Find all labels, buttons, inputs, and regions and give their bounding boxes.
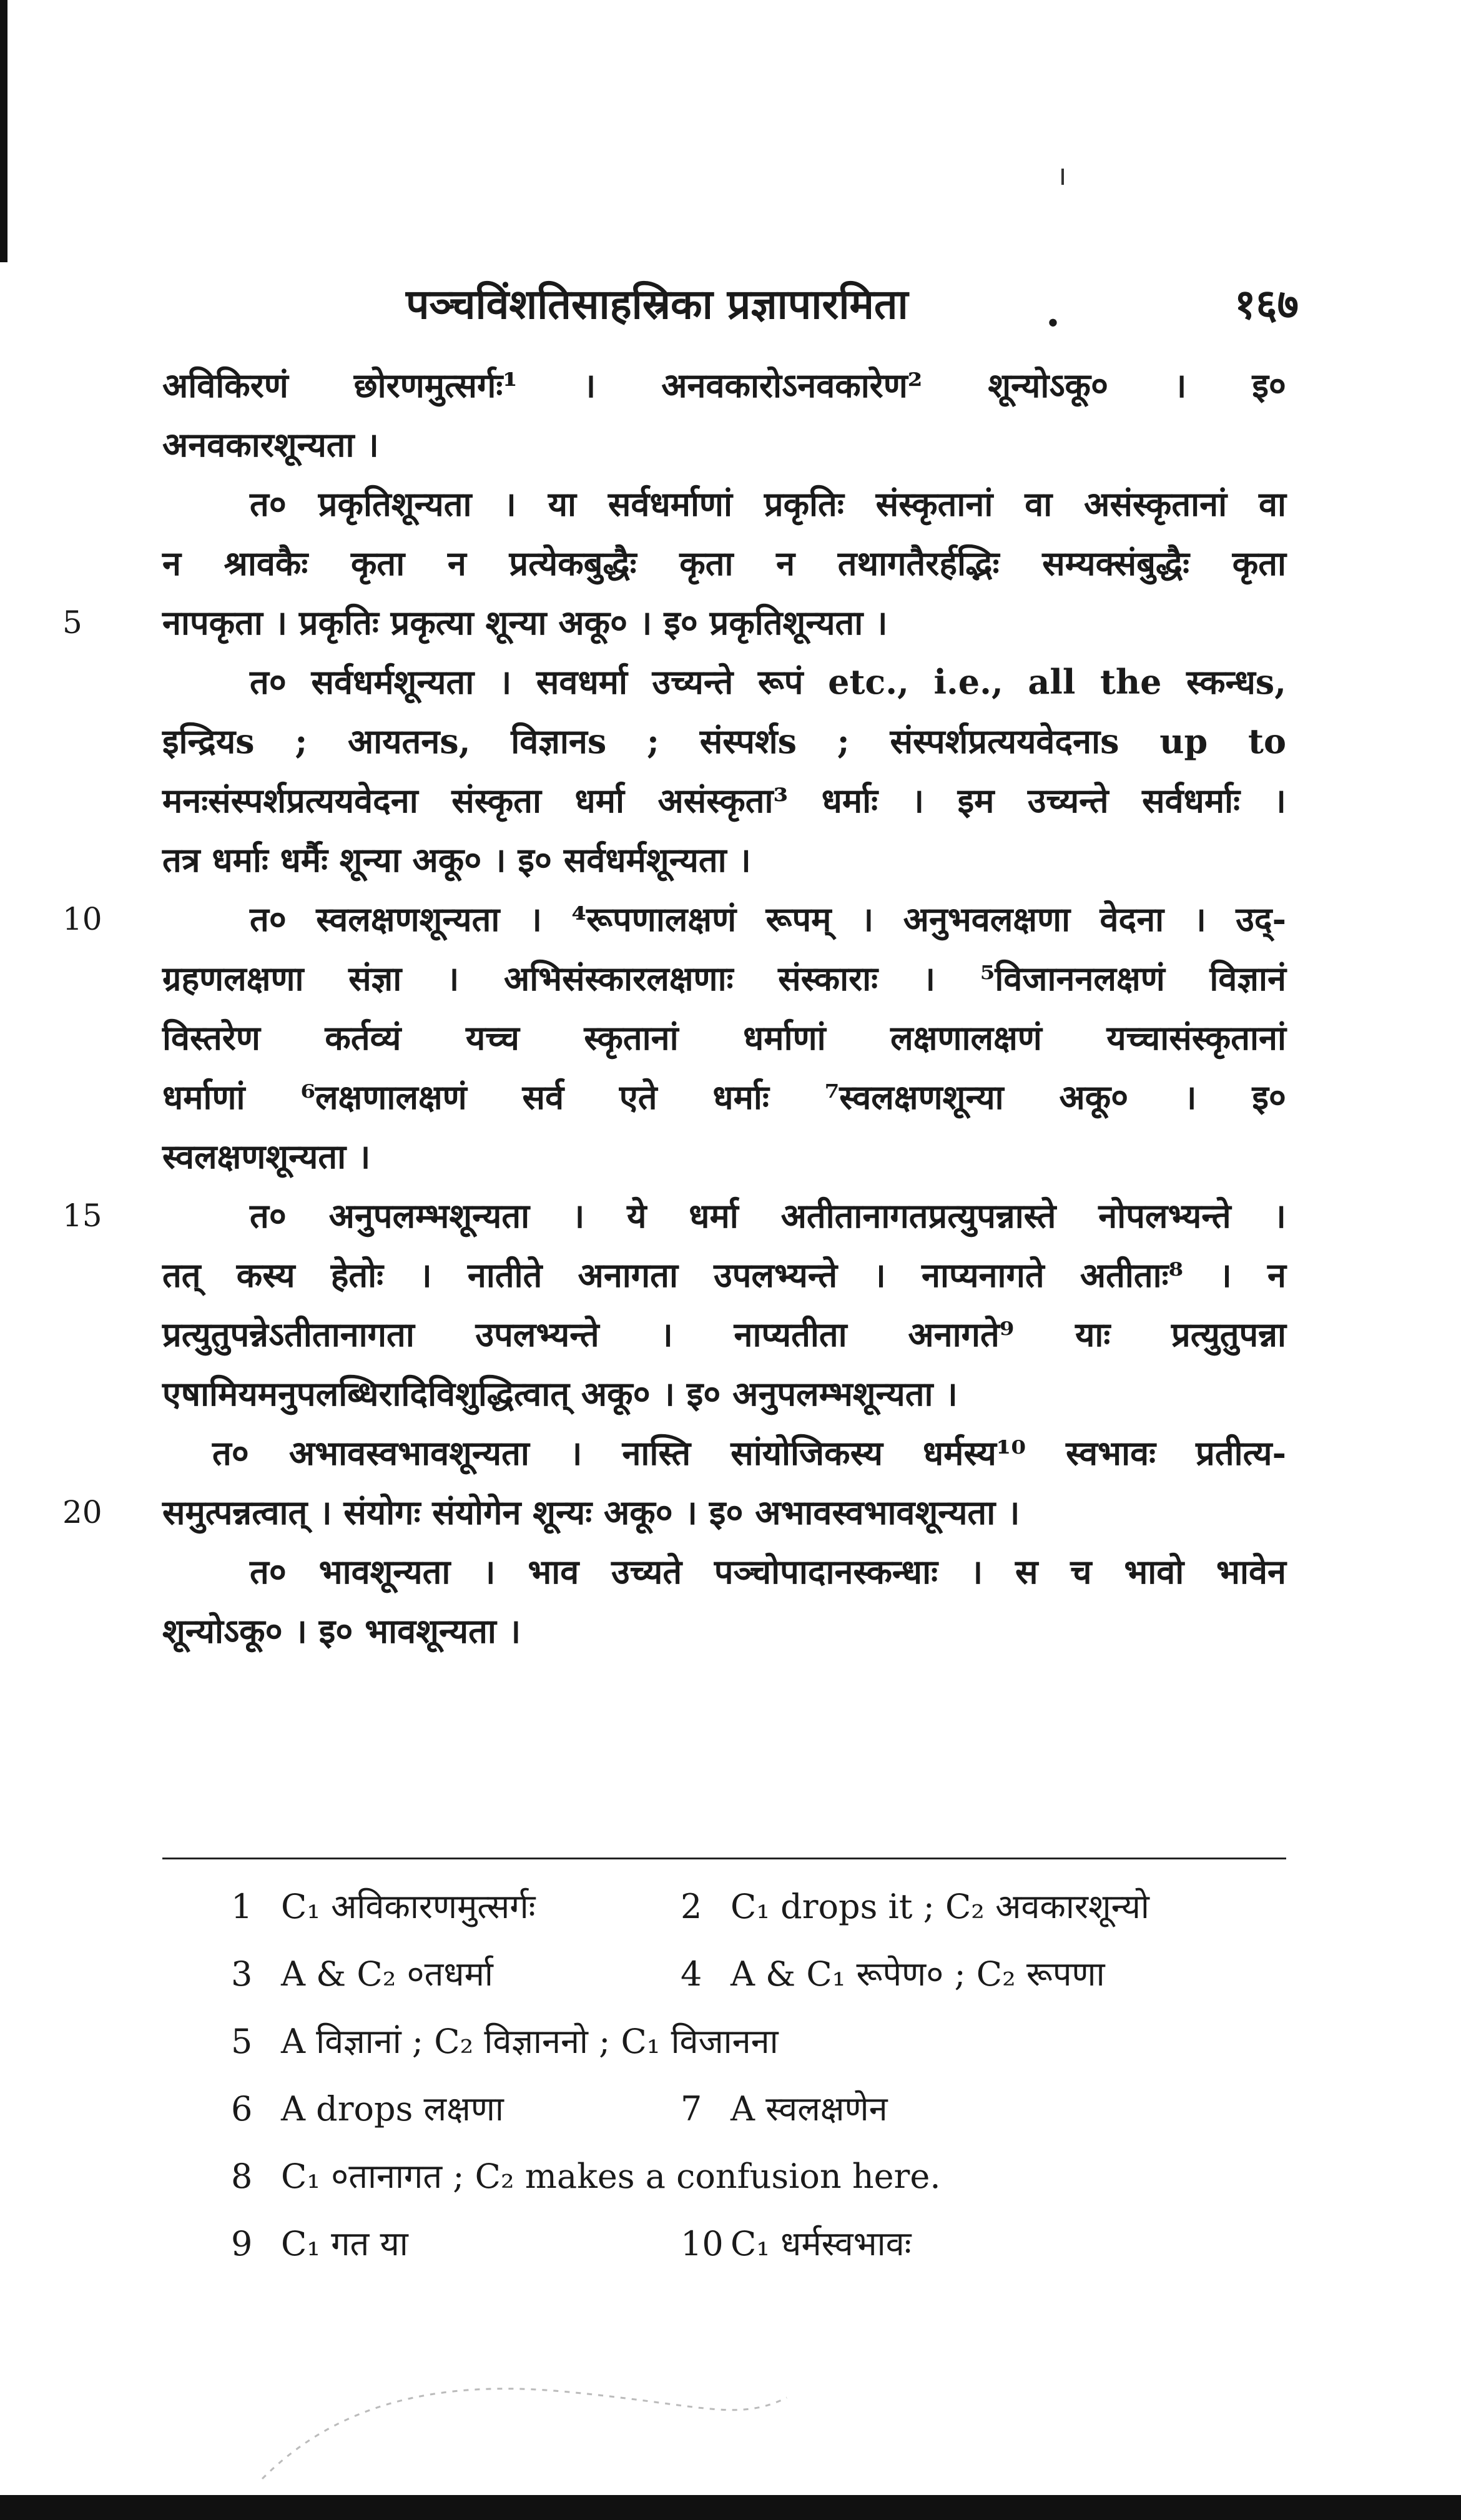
line-text: न श्रावकैः कृता न प्रत्येकबुद्धैः कृता न तथागतैरर्हद्भिः सम्यक्संबुद्धैः कृता	[162, 543, 1286, 583]
footnote	[681, 2210, 912, 2278]
footnote	[231, 2210, 408, 2278]
footnote-text: A स्वलक्षणेन	[730, 2089, 888, 2129]
line-text: त० अभावस्वभावशून्यता । नास्ति सांयोजिकस्य धर्मस्य¹⁰ स्वभावः प्रतीत्य-	[212, 1433, 1286, 1473]
line-number: 5	[62, 604, 82, 641]
paper-scuff-mark	[237, 2373, 799, 2485]
line-text: नापकृता । प्रकृतिः प्रकृत्या शून्या अकू० । इ० प्रकृतिशून्यता ।	[162, 603, 888, 642]
page-bottom-edge	[0, 2495, 1461, 2520]
text-line	[162, 712, 1286, 771]
line-text: त० भावशून्यता । भाव उच्यते पञ्चोपादानस्कन्धाः । स च भावो भावेन	[250, 1552, 1286, 1592]
footnote-number: 10	[681, 2224, 724, 2263]
page-header	[156, 268, 1299, 337]
line-text: त० सर्वधर्मशून्यता । सवधर्मा उच्यन्ते रूपं etc., i.e., all the स्कन्धs,	[250, 662, 1286, 702]
line-text: त० स्वलक्षणशून्यता । ⁴रूपणालक्षणं रूपम् । अनुभवलक्षणा वेदना । उद्-	[250, 899, 1286, 939]
footnote-row	[231, 2075, 1292, 2143]
text-line	[162, 1364, 1286, 1424]
footnote-row	[231, 1941, 1292, 2008]
footnote-number: 5	[231, 2022, 253, 2061]
footnote-rule	[162, 1858, 1286, 1859]
footnote	[231, 1873, 536, 1941]
line-number: 20	[62, 1494, 102, 1530]
footnote-row	[231, 2143, 1292, 2210]
line-text: एषामियमनुपलब्धिरादिविशुद्धित्वात् अकू० । इ० अनुपलम्भशून्यता ।	[162, 1374, 958, 1414]
footnote-text: C₁ धर्मस्वभावः	[730, 2224, 912, 2263]
footnote-number: 1	[231, 1887, 253, 1926]
line-text: शून्योऽकू० । इ० भावशून्यता ।	[162, 1611, 521, 1651]
text-line	[162, 475, 1286, 534]
running-title: पञ्चविंशतिसाहस्रिका प्रज्ञापारमिता	[406, 280, 908, 328]
text-line	[162, 1008, 1286, 1068]
text-line	[162, 1246, 1286, 1305]
text-line	[162, 1602, 1286, 1661]
main-text	[62, 356, 1286, 1661]
footnote	[231, 2075, 504, 2143]
line-text: अनवकारशून्यता ।	[162, 425, 379, 465]
footnote-number: 7	[681, 2089, 702, 2129]
footnote-text: A & C₂ ०तधर्मा	[281, 1954, 493, 1994]
line-text: समुत्पन्नत्वात् । संयोगः संयोगेन शून्यः अकू० । इ० अभावस्वभावशून्यता ।	[162, 1492, 1020, 1532]
line-text: प्रत्युतुपन्नेऽतीतानागता उपलभ्यन्ते । नाप्यतीता अनागते⁹ याः प्रत्युतुपन्ना	[162, 1314, 1286, 1354]
footnote-number: 9	[231, 2224, 253, 2263]
text-line	[162, 771, 1286, 830]
text-line	[162, 1127, 1286, 1186]
line-text: त० अनुपलम्भशून्यता । ये धर्मा अतीतानागतप्रत्युपन्नास्ते नोपलभ्यन्ते ।	[250, 1196, 1286, 1236]
text-line	[62, 1483, 1286, 1542]
text-line	[62, 1186, 1286, 1246]
text-line	[162, 652, 1286, 712]
line-text: तत्र धर्माः धर्मैः शून्या अकू० । इ० सर्वधर्मशून्यता ।	[162, 840, 751, 880]
text-line	[62, 593, 1286, 652]
footnote-text: C₁ गत या	[281, 2224, 408, 2263]
text-line	[162, 1068, 1286, 1127]
footnote-row	[231, 2008, 1292, 2075]
footnote	[681, 2075, 888, 2143]
footnotes	[231, 1873, 1292, 2278]
footnote-text: C₁ drops it ; C₂ अवकारशून्यो	[730, 1887, 1149, 1926]
line-text: इन्द्रियs ; आयतनs, विज्ञानs ; संस्पर्शs ; संस्पर्शप्रत्ययवेदनाs up to	[162, 721, 1286, 761]
footnote	[231, 2143, 941, 2210]
footnote-text: A विज्ञानां ; C₂ विज्ञाननो ; C₁ विजानना	[281, 2022, 779, 2061]
page-edge-left	[0, 0, 7, 262]
footnote-number: 8	[231, 2157, 253, 2196]
text-line	[162, 534, 1286, 593]
text-line	[162, 415, 1286, 475]
footnote-number: 6	[231, 2089, 253, 2129]
text-line	[162, 1305, 1286, 1364]
footnote-text: A drops लक्षणा	[281, 2089, 504, 2129]
footnote-text: C₁ अविकारणमुत्सर्गः	[281, 1887, 536, 1926]
page-number: १६७	[1234, 280, 1299, 328]
speck	[1061, 169, 1064, 185]
line-text: तत् कस्य हेतोः । नातीते अनागता उपलभ्यन्ते । नाप्यनागते अतीताः⁸ । न	[162, 1255, 1286, 1295]
footnote-row	[231, 1873, 1292, 1941]
text-line	[162, 830, 1286, 890]
footnote	[681, 1941, 1105, 2008]
line-text: विस्तरेण कर्तव्यं यच्च स्कृतानां धर्माणां लक्षणालक्षणं यच्चासंस्कृतानां	[162, 1018, 1286, 1058]
header-dot: .	[1046, 287, 1060, 336]
footnote-number: 3	[231, 1954, 253, 1994]
footnote	[681, 1873, 1149, 1941]
line-text: स्वलक्षणशून्यता ।	[162, 1136, 371, 1176]
line-number: 10	[62, 901, 102, 937]
text-line	[62, 890, 1286, 949]
footnote-number: 2	[681, 1887, 702, 1926]
text-line	[162, 949, 1286, 1008]
line-text: ग्रहणलक्षणा संज्ञा । अभिसंस्कारलक्षणाः संस्काराः । ⁵विजाननलक्षणं विज्ञानं	[162, 958, 1286, 998]
line-text: मनःसंस्पर्शप्रत्ययवेदना संस्कृता धर्मा असंस्कृता³ धर्माः । इम उच्यन्ते सर्वधर्माः ।	[162, 780, 1286, 820]
line-number: 15	[62, 1198, 102, 1234]
line-text: त० प्रकृतिशून्यता । या सर्वधर्माणां प्रकृतिः संस्कृतानां वा असंस्कृतानां वा	[250, 484, 1286, 524]
footnote-number: 4	[681, 1954, 702, 1994]
footnote-row	[231, 2210, 1292, 2278]
text-line	[162, 1424, 1286, 1483]
footnote	[231, 1941, 493, 2008]
footnote-text: C₁ ०तानागत ; C₂ makes a confusion here.	[281, 2157, 941, 2196]
line-text: धर्माणां ⁶लक्षणालक्षणं सर्व एते धर्माः ⁷स्वलक्षणशून्या अकू० । इ०	[162, 1077, 1286, 1117]
line-text: अविकिरणं छोरणमुत्सर्गः¹ । अनवकारोऽनवकारेण² शून्योऽकू० । इ०	[162, 365, 1286, 405]
footnote-text: A & C₁ रूपेण० ; C₂ रूपणा	[730, 1954, 1105, 1994]
text-line	[162, 1542, 1286, 1602]
footnote	[231, 2008, 779, 2075]
text-line	[162, 356, 1286, 415]
